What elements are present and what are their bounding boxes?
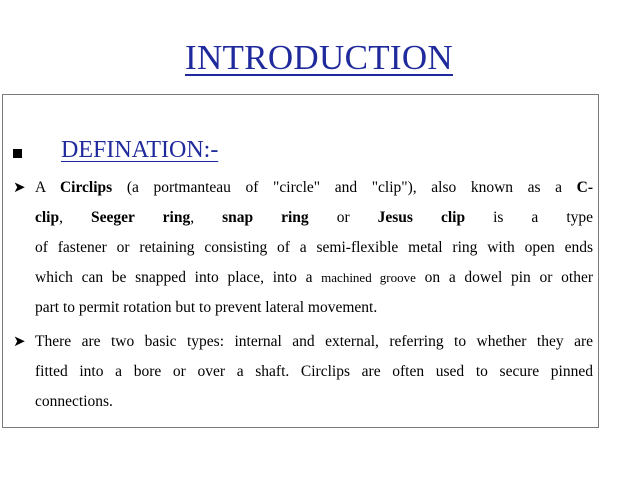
definition-paragraph — [13, 173, 593, 323]
arrow-bullet-icon: ➤ — [13, 180, 26, 196]
text: is a type — [493, 209, 594, 226]
small-text: machined groove — [321, 270, 416, 285]
paragraph-line: of fastener or retaining consisting of a semi-flexible metal ring with open ends — [35, 239, 593, 256]
bold-term: Circlips — [59, 179, 113, 196]
arrow-bullet-icon: ➤ — [13, 334, 26, 350]
text: , — [59, 209, 92, 226]
paragraph-line: fitted into a bore or over a shaft. Circlips are often used to secure pinned — [35, 363, 593, 380]
page-title: INTRODUCTION — [184, 38, 453, 77]
paragraph-line — [35, 203, 593, 233]
text: (a portmanteau of "circle" and "clip"), also known as a — [126, 179, 577, 196]
bold-term: Jesus clip — [377, 209, 466, 226]
text: , — [190, 209, 223, 226]
bold-term: snap ring — [222, 209, 309, 226]
paragraph-line — [35, 263, 593, 293]
text: which can be snapped into place, into a — [35, 269, 322, 286]
text: on a dowel pin or other — [424, 269, 593, 286]
text: A — [35, 179, 60, 196]
paragraph-line: part to permit rotation but to prevent lateral movement. — [35, 299, 378, 316]
bold-term: C- — [576, 179, 593, 196]
types-paragraph — [13, 327, 593, 417]
square-bullet-icon — [13, 149, 22, 158]
definition-heading: DEFINATION:- — [61, 137, 219, 163]
text: or — [336, 209, 378, 226]
bold-term: clip — [35, 209, 60, 226]
paragraph-line: connections. — [35, 393, 113, 410]
bold-term: Seeger ring — [91, 209, 191, 226]
paragraph-line — [35, 173, 593, 203]
paragraph-line: There are two basic types: internal and external, referring to whether they are — [35, 333, 593, 350]
content-box — [2, 94, 599, 428]
